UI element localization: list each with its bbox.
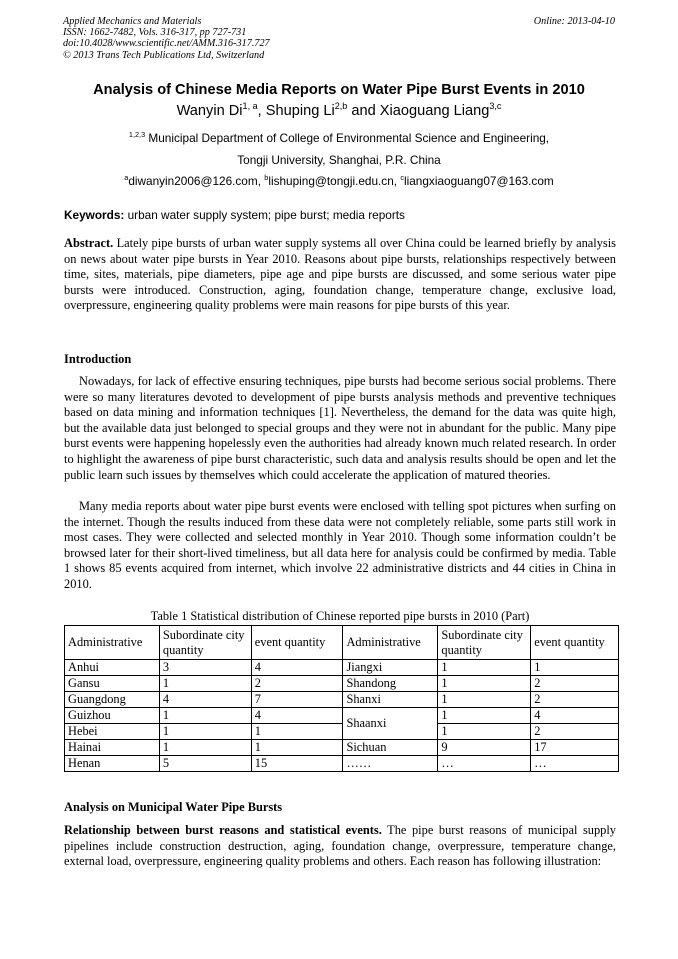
table-cell: Shanxi <box>343 692 438 708</box>
table-row <box>65 692 619 708</box>
keywords <box>64 208 616 222</box>
affiliation-text: Municipal Department of College of Environmental Science and Engineering, <box>148 131 550 145</box>
table-cell: … <box>438 756 531 772</box>
introduction-heading: Introduction <box>64 352 132 366</box>
table-cell: Shandong <box>343 676 438 692</box>
table-cell: Hainai <box>65 740 160 756</box>
author-sep: and <box>347 103 380 119</box>
table-cell: … <box>531 756 619 772</box>
table-cell: 1 <box>159 708 251 724</box>
analysis-lead: Relationship between burst reasons and statistical events. <box>64 823 382 837</box>
email-line <box>30 174 648 188</box>
table-cell: 1 <box>438 692 531 708</box>
table-cell: 5 <box>159 756 251 772</box>
email-sup: c <box>400 173 404 183</box>
table-cell: 2 <box>251 676 343 692</box>
table-row <box>65 660 619 676</box>
affiliation-line-1 <box>30 131 648 145</box>
author-name: Shuping Li <box>265 103 335 119</box>
email-sup: b <box>264 173 269 183</box>
table-cell: Shaanxi <box>343 708 438 740</box>
analysis-heading: Analysis on Municipal Water Pipe Bursts <box>64 800 283 814</box>
affiliation-line-2: Tongji University, Shanghai, P.R. China <box>237 153 441 167</box>
table-cell: Hebei <box>65 724 160 740</box>
table-cell: Guangdong <box>65 692 160 708</box>
table-row <box>65 724 619 740</box>
table-cell: 4 <box>159 692 251 708</box>
table-cell: 3 <box>159 660 251 676</box>
table-cell: 4 <box>531 708 619 724</box>
author-sep: , <box>257 103 266 119</box>
abstract-text: Lately pipe bursts of urban water supply systems all over China could be learned briefly by analysis on news about water pipe bursts in Year 2010. Reasons about pipe bursts, relationships respectively between time, sites, materials, pipe diameters, pipe age and pipe bursts are discussed, and some serious water pipe bursts were introduced. Construction, aging, foundation change, temperature change, exclusive load, overpressure, engineering quality problems were main reasons for pipe bursts of this year. <box>64 236 616 313</box>
abstract-label: Abstract. <box>64 236 114 250</box>
table-cell: …… <box>343 756 438 772</box>
email-sep: , <box>257 174 265 188</box>
author-sup: 3,c <box>489 101 502 112</box>
table-cell: 15 <box>251 756 343 772</box>
author-sup: 2,b <box>334 101 348 112</box>
introduction-paragraph-2: Many media reports about water pipe burst events were enclosed with telling spot pictures when surfing on the internet. Though the results induced from these data were not completely reliable, some parts still work in most cases. They were collected and selected monthly in Year 2010. Though some information couldn’t be browsed later for their short-lived timeliness, but all data here for analysis could be confirmed by media. Table 1 shows 85 events acquired from internet, which involve 22 administrative districts and 44 cities in China in 2010. <box>64 499 616 591</box>
table-cell: 2 <box>531 692 619 708</box>
table-row <box>65 756 619 772</box>
table-cell: Gansu <box>65 676 160 692</box>
table-cell: 7 <box>251 692 343 708</box>
table-cell: 1 <box>438 676 531 692</box>
column-header: Administrative <box>65 626 160 660</box>
journal-header <box>63 16 270 61</box>
table-cell: 1 <box>438 724 531 740</box>
column-header: Administrative <box>343 626 438 660</box>
email-address[interactable]: diwanyin2006@126.com <box>128 174 258 188</box>
copyright-line: © 2013 Trans Tech Publications Ltd, Switzerland <box>63 49 265 61</box>
column-header: event quantity <box>531 626 619 660</box>
table-cell: 9 <box>438 740 531 756</box>
column-header: Subordinate city quantity <box>159 626 251 660</box>
doi-line: doi:10.4028/www.scientific.net/AMM.316-317.727 <box>63 38 270 50</box>
introduction-paragraph-1: Nowadays, for lack of effective ensuring techniques, pipe bursts had become serious social problems. There were so many literatures devoted to development of pipe bursts analysis methods and preventive techniques based on data mining and information techniques [1]. Nevertheless, the demand for the data was quite high, but the available data just belonged to special groups and they were not in abundant for the public. Many pipe burst events were happening hopelessly even the authorities had already known much related research. In order to highlight the awareness of pipe burst characteristic, such data and analysis results should be open and let the public learn such issues by themselves which could accelerate the application of matured theories. <box>64 374 616 482</box>
author-sup: 1, a <box>242 101 258 112</box>
table-cell: 1 <box>159 740 251 756</box>
table-row <box>65 708 619 724</box>
table-cell: 1 <box>159 724 251 740</box>
affiliation-sup: 1,2,3 <box>128 130 146 140</box>
table-cell: Guizhou <box>65 708 160 724</box>
author-name: Wanyin Di <box>176 103 243 119</box>
paper-title: Analysis of Chinese Media Reports on Water Pipe Burst Events in 2010 <box>93 82 585 98</box>
table-cell: 1 <box>159 676 251 692</box>
table-header-row <box>65 626 619 660</box>
table-cell: 2 <box>531 724 619 740</box>
online-date: Online: 2013-04-10 <box>533 16 615 27</box>
table-cell: 1 <box>251 740 343 756</box>
table-cell: 17 <box>531 740 619 756</box>
table-cell: 1 <box>438 708 531 724</box>
table-cell: Sichuan <box>343 740 438 756</box>
table-cell: Henan <box>65 756 160 772</box>
table-cell: 4 <box>251 708 343 724</box>
analysis-paragraph <box>64 823 616 870</box>
analysis-text: The pipe burst reasons of municipal supply pipelines include construction destruction, aging, foundation change, overpressure, temperature change, external load, overpressure, engineering quality problems and others. Each reason has following illustration: <box>64 823 616 869</box>
issn-line: ISSN: 1662-7482, Vols. 316-317, pp 727-731 <box>63 27 247 39</box>
table-row <box>65 740 619 756</box>
table-cell: 1 <box>438 660 531 676</box>
table-row <box>65 676 619 692</box>
column-header: Subordinate city quantity <box>438 626 531 660</box>
table-cell: Jiangxi <box>343 660 438 676</box>
table-cell: 1 <box>251 724 343 740</box>
email-address[interactable]: lishuping@tongji.edu.cn <box>268 174 394 188</box>
author-list <box>30 103 648 119</box>
journal-name: Applied Mechanics and Materials <box>63 16 202 27</box>
table-cell: 1 <box>531 660 619 676</box>
statistics-table <box>64 625 619 772</box>
abstract <box>64 236 616 314</box>
author-name: Xiaoguang Liang <box>379 103 490 119</box>
email-sup: a <box>124 173 129 183</box>
email-address[interactable]: liangxiaoguang07@163.com <box>404 174 554 188</box>
keywords-text: urban water supply system; pipe burst; media reports <box>127 208 405 222</box>
table-caption: Table 1 Statistical distribution of Chinese reported pipe bursts in 2010 (Part) <box>150 609 530 623</box>
table-cell: 2 <box>531 676 619 692</box>
email-sep: , <box>393 174 401 188</box>
table-cell: Anhui <box>65 660 160 676</box>
keywords-label: Keywords: <box>64 208 125 222</box>
table-cell: 4 <box>251 660 343 676</box>
column-header: event quantity <box>251 626 343 660</box>
